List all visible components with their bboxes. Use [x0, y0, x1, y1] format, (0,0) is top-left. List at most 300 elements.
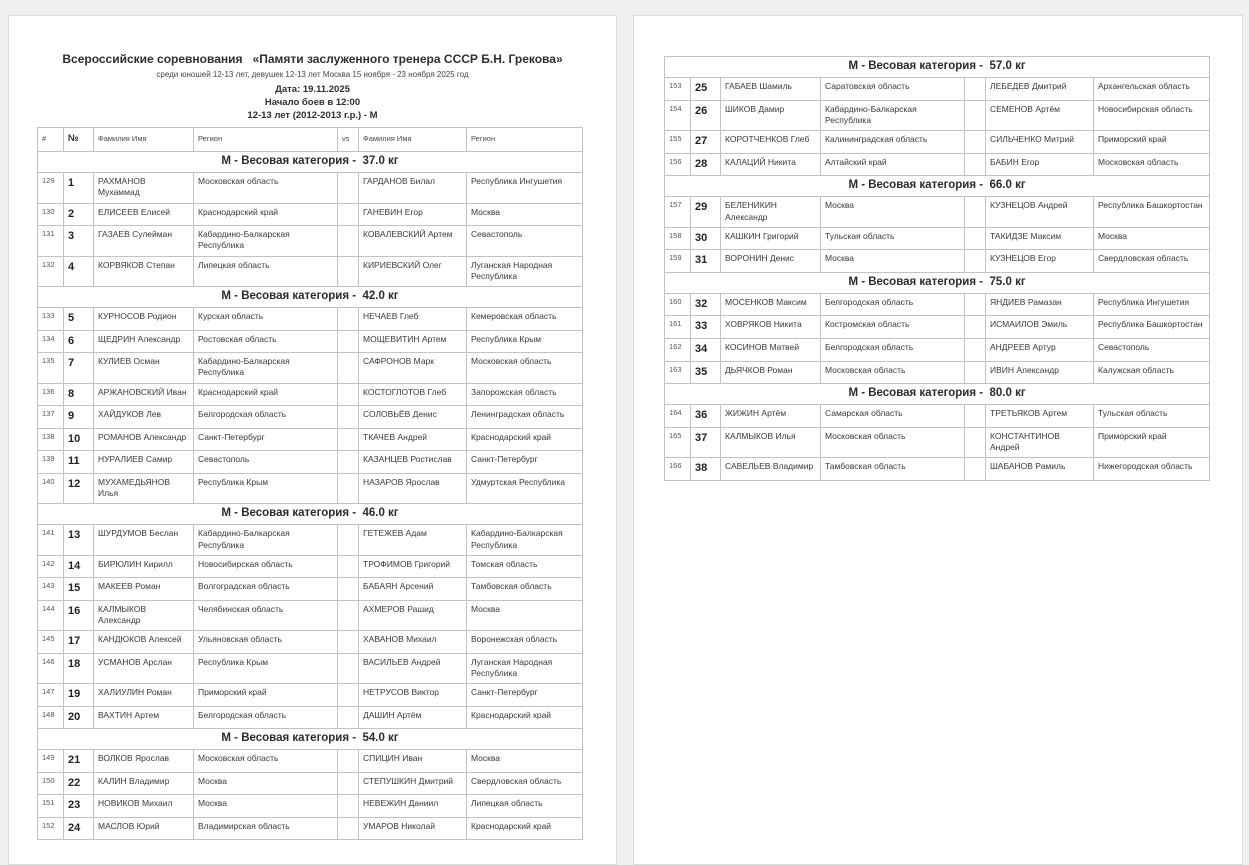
vs-cell — [338, 653, 359, 683]
athlete2-name: СТЕПУШКИН Дмитрий — [359, 772, 467, 795]
vs-cell — [338, 451, 359, 474]
vs-cell — [965, 131, 986, 154]
athlete1-region: Белгородская область — [194, 406, 338, 429]
athlete2-name: ЯНДИЕВ Рамазан — [986, 293, 1094, 316]
vs-cell — [338, 555, 359, 578]
athlete1-region: Москва — [821, 250, 965, 273]
entry-order: 154 — [665, 100, 691, 130]
athlete1-region: Ростовская область — [194, 330, 338, 353]
athlete1-region: Волгоградская область — [194, 578, 338, 601]
athlete1-region: Севастополь — [194, 451, 338, 474]
athlete1-name: МАСЛОВ Юрий — [94, 817, 194, 840]
table-row — [38, 555, 583, 578]
athlete1-name: КАЛМЫКОВ Илья — [721, 427, 821, 457]
weight-category-header: М - Весовая категория - 75.0 кг — [665, 272, 1210, 293]
vs-cell — [338, 706, 359, 729]
vs-cell — [338, 772, 359, 795]
athlete2-region: Республика Крым — [467, 330, 583, 353]
vs-cell — [965, 153, 986, 176]
vs-cell — [965, 316, 986, 339]
entry-order: 144 — [38, 600, 64, 630]
vs-cell — [965, 458, 986, 481]
athlete1-region: Самарская область — [821, 405, 965, 428]
athlete2-region: Воронежская область — [467, 631, 583, 654]
athlete2-region: Республика Башкортостан — [1094, 197, 1210, 227]
athlete1-region: Московская область — [821, 427, 965, 457]
athlete2-region: Кемеровская область — [467, 308, 583, 331]
weight-category-row — [665, 272, 1210, 293]
athlete2-name: ТКАЧЕВ Андрей — [359, 428, 467, 451]
entry-order: 132 — [38, 256, 64, 286]
athlete2-name: ЛЕБЕДЕВ Дмитрий — [986, 78, 1094, 101]
draw-number: 23 — [64, 795, 94, 818]
weight-category-header: М - Весовая категория - 42.0 кг — [38, 287, 583, 308]
athlete2-name: ТРЕТЬЯКОВ Артем — [986, 405, 1094, 428]
weight-category-row — [38, 504, 583, 525]
athlete2-name: ТАКИДЗЕ Максим — [986, 227, 1094, 250]
athlete2-name: НЕЧАЕВ Глеб — [359, 308, 467, 331]
table-row — [665, 227, 1210, 250]
athlete2-name: ГАНЕВИН Егор — [359, 203, 467, 226]
athlete2-name: ГАРДАНОВ Билал — [359, 173, 467, 203]
athlete1-name: КОСИНОВ Матвей — [721, 339, 821, 362]
athlete2-name: НЕВЕЖИН Даниил — [359, 795, 467, 818]
athlete2-name: БАБАЯН Арсений — [359, 578, 467, 601]
draw-number: 6 — [64, 330, 94, 353]
athlete1-region: Москва — [194, 772, 338, 795]
athlete1-region: Костромская область — [821, 316, 965, 339]
athlete1-region: Белгородская область — [821, 339, 965, 362]
athlete2-name: АХМЕРОВ Рашид — [359, 600, 467, 630]
athlete1-region: Белгородская область — [821, 293, 965, 316]
athlete2-name: ВАСИЛЬЕВ Андрей — [359, 653, 467, 683]
entry-order: 142 — [38, 555, 64, 578]
athlete1-name: ВАХТИН Артем — [94, 706, 194, 729]
athlete2-name: КОСТОГЛОТОВ Глеб — [359, 383, 467, 406]
athlete1-region: Ульяновская область — [194, 631, 338, 654]
entry-order: 141 — [38, 525, 64, 555]
vs-cell — [965, 405, 986, 428]
column-header-draw-number: № — [64, 128, 94, 152]
athlete2-name: СПИЦИН Иван — [359, 750, 467, 773]
table-header-row — [38, 128, 583, 152]
entry-order: 131 — [38, 226, 64, 256]
table-row — [38, 451, 583, 474]
table-row — [665, 78, 1210, 101]
entry-order: 149 — [38, 750, 64, 773]
athlete2-name: ДАШИН Артём — [359, 706, 467, 729]
vs-cell — [338, 308, 359, 331]
draw-number: 21 — [64, 750, 94, 773]
draw-number: 1 — [64, 173, 94, 203]
table-row — [665, 458, 1210, 481]
table-row — [38, 428, 583, 451]
weight-category-row — [38, 152, 583, 173]
weight-category-header: М - Весовая категория - 80.0 кг — [665, 384, 1210, 405]
athlete2-name: ШАБАНОВ Рамиль — [986, 458, 1094, 481]
table-row — [38, 308, 583, 331]
vs-cell — [338, 428, 359, 451]
draw-number: 27 — [691, 131, 721, 154]
athlete2-name: НАЗАРОВ Ярослав — [359, 473, 467, 503]
athlete2-region: Краснодарский край — [467, 706, 583, 729]
draw-number: 28 — [691, 153, 721, 176]
age-group-line: 12-13 лет (2012-2013 г.р.) - М — [247, 110, 378, 121]
table-row — [38, 473, 583, 503]
draw-number: 33 — [691, 316, 721, 339]
entry-order: 166 — [665, 458, 691, 481]
athlete2-region: Тульская область — [1094, 405, 1210, 428]
entry-order: 160 — [665, 293, 691, 316]
entry-order: 136 — [38, 383, 64, 406]
vs-cell — [338, 750, 359, 773]
athlete1-region: Московская область — [194, 173, 338, 203]
athlete2-region: Краснодарский край — [467, 428, 583, 451]
athlete1-name: КАЛАЦИЙ Никита — [721, 153, 821, 176]
competition-title: Всероссийские соревнования «Памяти заслуженного тренера СССР Б.Н. Грекова» — [62, 52, 563, 66]
athlete1-name: ЩЕДРИН Александр — [94, 330, 194, 353]
athlete2-name: БАБИН Егор — [986, 153, 1094, 176]
table-row — [38, 653, 583, 683]
athlete2-region: Томская область — [467, 555, 583, 578]
table-row — [38, 383, 583, 406]
weight-category-row — [665, 384, 1210, 405]
draw-number: 20 — [64, 706, 94, 729]
weight-category-header: М - Весовая категория - 37.0 кг — [38, 152, 583, 173]
weight-category-row — [665, 176, 1210, 197]
athlete1-name: ГАЗАЕВ Сулейман — [94, 226, 194, 256]
athlete2-region: Севастополь — [1094, 339, 1210, 362]
vs-cell — [965, 250, 986, 273]
vs-cell — [338, 684, 359, 707]
entry-order: 163 — [665, 361, 691, 384]
athlete2-name: ИВИН Александр — [986, 361, 1094, 384]
athlete1-region: Московская область — [821, 361, 965, 384]
athlete1-region: Краснодарский край — [194, 383, 338, 406]
entry-order: 145 — [38, 631, 64, 654]
table-row — [38, 406, 583, 429]
athlete2-name: СОЛОВЬЁВ Денис — [359, 406, 467, 429]
athlete2-name: СЕМЕНОВ Артём — [986, 100, 1094, 130]
weight-category-row — [38, 729, 583, 750]
athlete2-name: ГЕТЕЖЕВ Адам — [359, 525, 467, 555]
athlete1-region: Приморский край — [194, 684, 338, 707]
athlete1-name: НОВИКОВ Михаил — [94, 795, 194, 818]
table-row — [38, 817, 583, 840]
table-row — [38, 203, 583, 226]
athlete2-region: Нижегородская область — [1094, 458, 1210, 481]
draw-number: 32 — [691, 293, 721, 316]
vs-cell — [338, 256, 359, 286]
table-row — [38, 226, 583, 256]
athlete2-name: АНДРЕЕВ Артур — [986, 339, 1094, 362]
athlete1-region: Москва — [821, 197, 965, 227]
column-header-athlete2-name: Фамилия Имя — [359, 128, 467, 152]
draw-number: 17 — [64, 631, 94, 654]
athlete1-region: Краснодарский край — [194, 203, 338, 226]
athlete1-region: Кабардино-Балкарская Республика — [194, 525, 338, 555]
column-header-athlete1-region: Регион — [194, 128, 338, 152]
athlete2-region: Луганская Народная Республика — [467, 653, 583, 683]
athlete1-name: УСМАНОВ Арслан — [94, 653, 194, 683]
entry-order: 134 — [38, 330, 64, 353]
table-row — [38, 600, 583, 630]
athlete1-name: КАНДЮКОВ Алексей — [94, 631, 194, 654]
table-row — [38, 684, 583, 707]
table-row — [38, 631, 583, 654]
athlete1-name: КОРВЯКОВ Степан — [94, 256, 194, 286]
draw-number: 2 — [64, 203, 94, 226]
athlete1-name: ВОРОНИН Денис — [721, 250, 821, 273]
entry-order: 162 — [665, 339, 691, 362]
athlete1-name: КУЛИЕВ Осман — [94, 353, 194, 383]
document-title-block — [9, 52, 616, 121]
draw-number: 34 — [691, 339, 721, 362]
athlete1-name: ЖИЖИН Артём — [721, 405, 821, 428]
draw-number: 7 — [64, 353, 94, 383]
athlete1-region: Калининградская область — [821, 131, 965, 154]
table-row — [665, 100, 1210, 130]
athlete2-region: Удмуртская Республика — [467, 473, 583, 503]
athlete1-region: Республика Крым — [194, 473, 338, 503]
table-row — [665, 250, 1210, 273]
athlete2-name: КУЗНЕЦОВ Егор — [986, 250, 1094, 273]
athlete2-name: МОЩЕВИТИН Артем — [359, 330, 467, 353]
athlete2-region: Республика Ингушетия — [467, 173, 583, 203]
table-row — [665, 131, 1210, 154]
athlete2-region: Тамбовская область — [467, 578, 583, 601]
entry-order: 130 — [38, 203, 64, 226]
athlete1-region: Курская область — [194, 308, 338, 331]
athlete1-region: Белгородская область — [194, 706, 338, 729]
vs-cell — [965, 361, 986, 384]
table-row — [38, 706, 583, 729]
athlete2-region: Республика Башкортостан — [1094, 316, 1210, 339]
vs-cell — [338, 631, 359, 654]
weight-category-header: М - Весовая категория - 46.0 кг — [38, 504, 583, 525]
athlete2-name: САФРОНОВ Марк — [359, 353, 467, 383]
draw-number: 9 — [64, 406, 94, 429]
athlete1-name: КАЛМЫКОВ Александр — [94, 600, 194, 630]
entry-order: 158 — [665, 227, 691, 250]
entry-order: 150 — [38, 772, 64, 795]
vs-cell — [965, 339, 986, 362]
athlete1-name: АРЖАНОВСКИЙ Иван — [94, 383, 194, 406]
table-row — [38, 330, 583, 353]
weight-category-header: М - Весовая категория - 57.0 кг — [665, 57, 1210, 78]
athlete1-region: Москва — [194, 795, 338, 818]
athlete1-name: ВОЛКОВ Ярослав — [94, 750, 194, 773]
entry-order: 151 — [38, 795, 64, 818]
athlete2-name: КОВАЛЕВСКИЙ Артем — [359, 226, 467, 256]
weight-category-row — [665, 57, 1210, 78]
athlete2-region: Липецкая область — [467, 795, 583, 818]
table-row — [665, 427, 1210, 457]
athlete1-region: Тульская область — [821, 227, 965, 250]
draw-number: 16 — [64, 600, 94, 630]
entry-order: 147 — [38, 684, 64, 707]
entry-order: 152 — [38, 817, 64, 840]
vs-cell — [338, 226, 359, 256]
vs-cell — [338, 203, 359, 226]
draw-number: 18 — [64, 653, 94, 683]
table-row — [665, 361, 1210, 384]
athlete2-region: Кабардино-Балкарская Республика — [467, 525, 583, 555]
athlete2-region: Запорожская область — [467, 383, 583, 406]
draw-number: 36 — [691, 405, 721, 428]
draw-number: 13 — [64, 525, 94, 555]
athlete2-region: Москва — [1094, 227, 1210, 250]
athlete2-region: Москва — [467, 750, 583, 773]
entry-order: 137 — [38, 406, 64, 429]
athlete1-region: Тамбовская область — [821, 458, 965, 481]
draw-number: 31 — [691, 250, 721, 273]
document-page-1 — [8, 15, 617, 865]
vs-cell — [965, 100, 986, 130]
vs-cell — [965, 293, 986, 316]
athlete1-region: Липецкая область — [194, 256, 338, 286]
vs-cell — [338, 525, 359, 555]
athlete2-region: Москва — [467, 600, 583, 630]
athlete1-region: Московская область — [194, 750, 338, 773]
vs-cell — [338, 817, 359, 840]
draw-number: 24 — [64, 817, 94, 840]
entry-order: 148 — [38, 706, 64, 729]
draw-number: 4 — [64, 256, 94, 286]
athlete2-region: Луганская Народная Республика — [467, 256, 583, 286]
table-row — [38, 750, 583, 773]
athlete2-name: УМАРОВ Николай — [359, 817, 467, 840]
athlete1-name: МОСЕНКОВ Максим — [721, 293, 821, 316]
athlete2-name: ТРОФИМОВ Григорий — [359, 555, 467, 578]
table-row — [38, 578, 583, 601]
entry-order: 135 — [38, 353, 64, 383]
draw-number: 14 — [64, 555, 94, 578]
draw-number: 26 — [691, 100, 721, 130]
table-row — [665, 316, 1210, 339]
column-header-vs-cell: vs — [338, 128, 359, 152]
entry-order: 143 — [38, 578, 64, 601]
vs-cell — [965, 227, 986, 250]
draw-number: 10 — [64, 428, 94, 451]
table-row — [665, 339, 1210, 362]
draw-number: 5 — [64, 308, 94, 331]
draw-number: 35 — [691, 361, 721, 384]
athlete1-name: НУРАЛИЕВ Самир — [94, 451, 194, 474]
athlete2-name: КОНСТАНТИНОВ Андрей — [986, 427, 1094, 457]
athlete2-region: Приморский край — [1094, 427, 1210, 457]
vs-cell — [338, 578, 359, 601]
athlete2-region: Свердловская область — [1094, 250, 1210, 273]
vs-cell — [338, 473, 359, 503]
vs-cell — [338, 795, 359, 818]
athlete2-region: Свердловская область — [467, 772, 583, 795]
draw-table-page-2 — [664, 56, 1210, 481]
athlete1-name: КУРНОСОВ Родион — [94, 308, 194, 331]
athlete1-name: МАКЕЕВ Роман — [94, 578, 194, 601]
athlete1-region: Кабардино-Балкарская Республика — [194, 226, 338, 256]
athlete1-region: Челябинская область — [194, 600, 338, 630]
vs-cell — [338, 406, 359, 429]
entry-order: 157 — [665, 197, 691, 227]
column-header-entry-order: # — [38, 128, 64, 152]
athlete2-region: Московская область — [1094, 153, 1210, 176]
table-row — [665, 293, 1210, 316]
table-row — [38, 525, 583, 555]
entry-order: 133 — [38, 308, 64, 331]
draw-number: 11 — [64, 451, 94, 474]
draw-number: 37 — [691, 427, 721, 457]
athlete1-name: ШУРДУМОВ Беслан — [94, 525, 194, 555]
athlete1-name: ГАБАЕВ Шамиль — [721, 78, 821, 101]
draw-number: 8 — [64, 383, 94, 406]
entry-order: 155 — [665, 131, 691, 154]
vs-cell — [338, 353, 359, 383]
weight-category-header: М - Весовая категория - 66.0 кг — [665, 176, 1210, 197]
start-time-line: Начало боев в 12:00 — [264, 97, 361, 108]
draw-number: 29 — [691, 197, 721, 227]
athlete2-region: Новосибирская область — [1094, 100, 1210, 130]
draw-number: 15 — [64, 578, 94, 601]
athlete2-region: Приморский край — [1094, 131, 1210, 154]
vs-cell — [338, 383, 359, 406]
draw-number: 19 — [64, 684, 94, 707]
athlete2-region: Республика Ингушетия — [1094, 293, 1210, 316]
athlete2-name: СИЛЬЧЕНКО Митрий — [986, 131, 1094, 154]
entry-order: 140 — [38, 473, 64, 503]
athlete1-name: ХАЛИУЛИН Роман — [94, 684, 194, 707]
weight-category-header: М - Весовая категория - 54.0 кг — [38, 729, 583, 750]
table-row — [665, 405, 1210, 428]
vs-cell — [338, 173, 359, 203]
athlete2-region: Краснодарский край — [467, 817, 583, 840]
table-row — [38, 795, 583, 818]
entry-order: 164 — [665, 405, 691, 428]
document-page-2 — [633, 15, 1243, 865]
vs-cell — [965, 78, 986, 101]
entry-order: 139 — [38, 451, 64, 474]
table-row — [665, 153, 1210, 176]
entry-order: 161 — [665, 316, 691, 339]
athlete1-name: РАХМАНОВ Мухаммад — [94, 173, 194, 203]
weight-category-row — [38, 287, 583, 308]
athlete2-name: КАЗАНЦЕВ Ростислав — [359, 451, 467, 474]
column-header-athlete1-name: Фамилия Имя — [94, 128, 194, 152]
athlete1-name: МУХАМЕДЬЯНОВ Илья — [94, 473, 194, 503]
athlete1-name: КАШКИН Григорий — [721, 227, 821, 250]
athlete1-name: БИРЮЛИН Кирилл — [94, 555, 194, 578]
athlete1-name: РОМАНОВ Александр — [94, 428, 194, 451]
athlete2-name: НЕТРУСОВ Виктор — [359, 684, 467, 707]
athlete1-name: ХОВРЯКОВ Никита — [721, 316, 821, 339]
athlete1-name: ШИКОВ Дамир — [721, 100, 821, 130]
athlete1-name: ХАЙДУКОВ Лев — [94, 406, 194, 429]
entry-order: 165 — [665, 427, 691, 457]
athlete1-name: КОРОТЧЕНКОВ Глеб — [721, 131, 821, 154]
entry-order: 129 — [38, 173, 64, 203]
draw-number: 12 — [64, 473, 94, 503]
entry-order: 159 — [665, 250, 691, 273]
entry-order: 138 — [38, 428, 64, 451]
athlete1-region: Владимирская область — [194, 817, 338, 840]
vs-cell — [965, 197, 986, 227]
athlete1-region: Санкт-Петербург — [194, 428, 338, 451]
entry-order: 153 — [665, 78, 691, 101]
table-row — [38, 772, 583, 795]
column-header-athlete2-region: Регион — [467, 128, 583, 152]
athlete2-region: Калужская область — [1094, 361, 1210, 384]
athlete2-region: Санкт-Петербург — [467, 684, 583, 707]
